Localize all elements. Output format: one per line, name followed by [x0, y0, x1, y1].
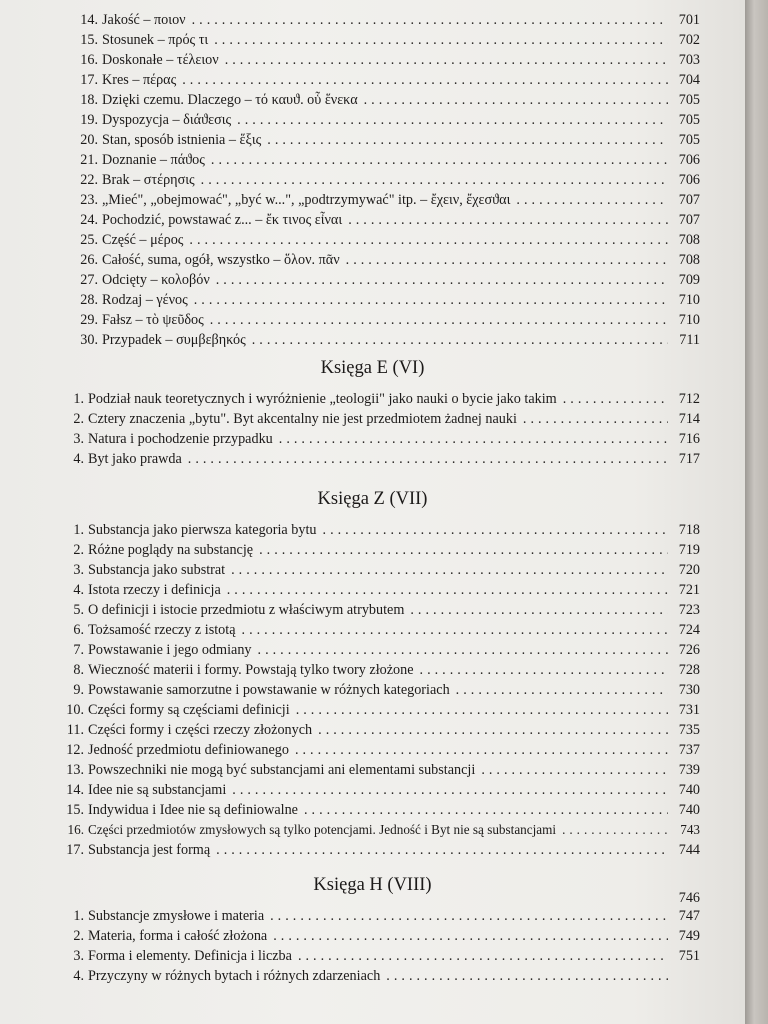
toc-entry	[60, 820, 700, 840]
entry-page: 718	[678, 522, 700, 538]
entry-page: 751	[678, 948, 700, 964]
entry-number: 13.	[66, 762, 84, 778]
entry-page: 701	[678, 12, 700, 28]
entry-number: 15.	[66, 802, 84, 818]
entry-title: Różne poglądy na substancję	[88, 542, 254, 558]
toc-entry	[60, 150, 700, 170]
leader-dots	[216, 840, 668, 860]
toc-entry	[60, 130, 700, 150]
entry-title: Powszechniki nie mogą być substancjami ani elementami substancji	[88, 762, 476, 778]
entry-title: Dyspozycja – διάϑεσις	[102, 112, 232, 128]
leader-dots	[237, 110, 668, 130]
leader-dots	[267, 130, 668, 150]
leader-dots	[304, 800, 668, 820]
entry-title: Stosunek – πρός τι	[102, 32, 209, 48]
toc-entry	[60, 310, 700, 330]
leader-dots	[188, 449, 668, 469]
entry-number: 14.	[66, 782, 84, 798]
entry-number: 28.	[80, 292, 98, 308]
leader-dots	[562, 820, 668, 840]
leader-dots	[214, 30, 668, 50]
entry-title: O definicji i istocie przedmiotu z właściwym atrybutem	[88, 602, 405, 618]
stray-page-row	[60, 888, 700, 908]
leader-dots	[386, 966, 668, 986]
toc-entry	[60, 540, 700, 560]
toc-entry	[60, 580, 700, 600]
entry-page: 739	[678, 762, 700, 778]
entry-page: 705	[678, 132, 700, 148]
entry-page: 731	[678, 702, 700, 718]
entry-page: 703	[678, 52, 700, 68]
entry-title: Istota rzeczy i definicja	[88, 582, 221, 598]
entry-page: 717	[678, 451, 700, 467]
entry-title: Byt jako prawda	[88, 451, 182, 467]
entry-page: 710	[678, 292, 700, 308]
entry-page: 740	[678, 802, 700, 818]
toc-entry	[60, 409, 700, 429]
toc-entry	[60, 620, 700, 640]
entry-number: 7.	[73, 642, 84, 658]
entry-page: 705	[678, 92, 700, 108]
entry-number: 11.	[66, 722, 84, 738]
leader-dots	[516, 190, 668, 210]
book-e-section	[60, 389, 700, 469]
entry-number: 23.	[80, 192, 98, 208]
entry-number: 5.	[73, 602, 84, 618]
entry-number: 1.	[73, 908, 84, 924]
entry-number: 2.	[73, 542, 84, 558]
leader-dots	[182, 70, 668, 90]
book-z-section	[60, 520, 700, 860]
leader-dots	[523, 409, 668, 429]
entry-number: 12.	[66, 742, 84, 758]
toc-entry	[60, 640, 700, 660]
toc-entry	[60, 70, 700, 90]
entry-page: 706	[678, 152, 700, 168]
entry-page: 728	[678, 662, 700, 678]
entry-title: Forma i elementy. Definicja i liczba	[88, 948, 292, 964]
entry-number: 17.	[66, 842, 84, 858]
entry-title: Całość, suma, ogół, wszystko – ὅλον. πᾶν	[102, 252, 340, 268]
toc-entry	[60, 290, 700, 310]
entry-page: 705	[678, 112, 700, 128]
toc-entry	[60, 946, 700, 966]
entry-title: Część – μέρος	[102, 232, 184, 248]
toc-entry	[60, 660, 700, 680]
entry-title: Fałsz – τὸ ψεῦδος	[102, 312, 204, 328]
entry-title: Rodzaj – γένος	[102, 292, 188, 308]
entry-page: 749	[678, 928, 700, 944]
entry-title: Przypadek – συμβεβηκός	[102, 332, 246, 348]
toc-entry	[60, 270, 700, 290]
leader-dots	[273, 926, 668, 946]
toc-entry	[60, 10, 700, 30]
entry-title: Substancja jest formą	[88, 842, 211, 858]
leader-dots	[258, 640, 668, 660]
entry-number: 16.	[67, 822, 84, 837]
book-e-heading: Księga E (VI)	[320, 358, 425, 378]
entry-title: Części przedmiotów zmysłowych są tylko potencjami. Jedność i Byt nie są substancjami	[88, 822, 557, 837]
entry-page: 712	[678, 391, 700, 407]
entry-page: 706	[678, 172, 700, 188]
leader-dots	[410, 600, 668, 620]
entry-title: Tożsamość rzeczy z istotą	[88, 622, 236, 638]
entry-title: Przyczyny w różnych bytach i różnych zdarzeniach	[88, 968, 381, 984]
entry-number: 3.	[73, 431, 84, 447]
entry-number: 2.	[73, 928, 84, 944]
leader-dots	[295, 740, 668, 760]
entry-number: 25.	[80, 232, 98, 248]
leader-dots	[189, 230, 668, 250]
entry-page: 743	[680, 822, 700, 837]
toc-entry	[60, 429, 700, 449]
toc-entry	[60, 50, 700, 70]
toc-entry	[60, 90, 700, 110]
entry-number: 21.	[80, 152, 98, 168]
book-h-section	[60, 906, 700, 986]
toc-entry	[60, 780, 700, 800]
entry-number: 16.	[80, 52, 98, 68]
entry-number: 1.	[73, 391, 84, 407]
entry-title: Kres – πέρας	[102, 72, 177, 88]
toc-entry	[60, 520, 700, 540]
entry-title: Doskonałe – τέλειον	[102, 52, 219, 68]
leader-dots	[232, 780, 668, 800]
entry-title: Części formy są częściami definicji	[88, 702, 290, 718]
entry-page: 719	[678, 542, 700, 558]
entry-title: Wieczność materii i formy. Powstają tylko twory złożone	[88, 662, 414, 678]
entry-number: 8.	[73, 662, 84, 678]
entry-number: 17.	[80, 72, 98, 88]
entry-title: Brak – στέρησις	[102, 172, 195, 188]
leader-dots	[420, 660, 668, 680]
entry-title: Natura i pochodzenie przypadku	[88, 431, 273, 447]
leader-dots	[242, 620, 668, 640]
entry-number: 3.	[73, 562, 84, 578]
entry-title: Materia, forma i całość złożona	[88, 928, 268, 944]
entry-title: Powstawanie samorzutne i powstawanie w różnych kategoriach	[88, 682, 450, 698]
entry-page: 746	[678, 890, 700, 906]
toc-entry	[60, 926, 700, 946]
entry-title: Doznanie – πάϑος	[102, 152, 205, 168]
entry-title: Jedność przedmiotu definiowanego	[88, 742, 289, 758]
entry-title: Indywidua i Idee nie są definiowalne	[88, 802, 298, 818]
leader-dots	[348, 210, 668, 230]
entry-page: 707	[678, 192, 700, 208]
entry-page: 730	[678, 682, 700, 698]
leader-dots	[252, 330, 668, 350]
toc-entry	[60, 600, 700, 620]
entry-number: 27.	[80, 272, 98, 288]
entry-page: 721	[678, 582, 700, 598]
entry-title: Pochodzić, powstawać z... – ἔκ τινος εἶναι	[102, 212, 343, 228]
toc-entry	[60, 389, 700, 409]
entry-number: 9.	[73, 682, 84, 698]
leader-dots	[563, 389, 668, 409]
book-spine-shadow	[745, 0, 768, 1024]
leader-dots	[318, 720, 668, 740]
entry-title: Jakość – ποιον	[102, 12, 186, 28]
entry-title: Substancje zmysłowe i materia	[88, 908, 265, 924]
toc-entry	[60, 230, 700, 250]
leader-dots	[481, 760, 668, 780]
entry-page: 707	[678, 212, 700, 228]
leader-dots	[298, 946, 668, 966]
entry-page: 714	[678, 411, 700, 427]
entry-number: 4.	[73, 968, 84, 984]
entry-number: 6.	[73, 622, 84, 638]
entry-page: 716	[678, 431, 700, 447]
entry-number: 19.	[80, 112, 98, 128]
toc-entry	[60, 449, 700, 469]
entry-title: Części formy i części rzeczy złożonych	[88, 722, 313, 738]
toc-entry	[60, 906, 700, 926]
entry-page: 720	[678, 562, 700, 578]
leader-dots	[231, 560, 668, 580]
entry-title: Powstawanie i jego odmiany	[88, 642, 252, 658]
entry-title: Odcięty – κολοβόν	[102, 272, 210, 288]
leader-dots	[210, 310, 668, 330]
entry-number: 14.	[80, 12, 98, 28]
toc-entry	[60, 210, 700, 230]
leader-dots	[323, 520, 668, 540]
leader-dots	[456, 680, 668, 700]
toc-entry	[60, 250, 700, 270]
entry-page: 710	[678, 312, 700, 328]
toc-entry	[60, 560, 700, 580]
entry-page: 704	[678, 72, 700, 88]
toc-entry	[60, 760, 700, 780]
entry-page: 711	[679, 332, 700, 348]
entry-title: Substancja jako pierwsza kategoria bytu	[88, 522, 317, 538]
toc-entry	[60, 740, 700, 760]
leader-dots	[346, 250, 668, 270]
entry-page: 747	[678, 908, 700, 924]
entry-number: 18.	[80, 92, 98, 108]
entry-title: Stan, sposób istnienia – ἕξις	[102, 132, 262, 148]
leader-dots	[194, 290, 668, 310]
entry-number: 3.	[73, 948, 84, 964]
toc-entry	[60, 800, 700, 820]
entry-number: 26.	[80, 252, 98, 268]
leader-dots	[192, 10, 668, 30]
entry-number: 30.	[80, 332, 98, 348]
entry-page: 726	[678, 642, 700, 658]
toc-entry	[60, 190, 700, 210]
entry-number: 20.	[80, 132, 98, 148]
entry-title: Cztery znaczenia „bytu". Byt akcentalny nie jest przedmiotem żadnej nauki	[88, 411, 517, 427]
entry-number: 29.	[80, 312, 98, 328]
entry-title: Idee nie są substancjami	[88, 782, 227, 798]
entry-number: 4.	[73, 451, 84, 467]
leader-dots	[364, 90, 668, 110]
entry-number: 24.	[80, 212, 98, 228]
leader-dots	[279, 429, 668, 449]
entry-number: 22.	[80, 172, 98, 188]
leader-dots	[270, 906, 668, 926]
book-h-heading: Księga H (VIII)	[313, 875, 432, 895]
entry-page: 702	[678, 32, 700, 48]
leader-dots	[216, 270, 668, 290]
toc-entry	[60, 330, 700, 350]
entry-number: 15.	[80, 32, 98, 48]
entry-page: 724	[678, 622, 700, 638]
entry-page: 708	[678, 232, 700, 248]
leader-dots	[296, 700, 668, 720]
toc-entry	[60, 700, 700, 720]
entry-number: 10.	[66, 702, 84, 718]
toc-section-continued	[60, 10, 700, 350]
entry-title: Dzięki czemu. Dlaczego – τό καυϑ. οὗ ἕνεκα	[102, 92, 358, 108]
toc-entry	[60, 966, 700, 986]
entry-page: 735	[678, 722, 700, 738]
entry-page: 744	[678, 842, 700, 858]
entry-number: 4.	[73, 582, 84, 598]
entry-page: 737	[678, 742, 700, 758]
entry-page: 740	[678, 782, 700, 798]
entry-title: „Mieć", „obejmować", „być w...", „podtrzymywać" itp. – ἔχειν, ἔχεσϑαι	[102, 192, 511, 208]
entry-page: 723	[678, 602, 700, 618]
toc-entry	[60, 680, 700, 700]
entry-title: Podział nauk teoretycznych i wyróżnienie „teologii" jako nauki o bycie jako takim	[88, 391, 557, 407]
stray-page-number-row	[60, 888, 700, 906]
leader-dots	[225, 50, 668, 70]
leader-dots	[227, 580, 668, 600]
leader-dots	[259, 540, 668, 560]
entry-number: 2.	[73, 411, 84, 427]
toc-entry	[60, 30, 700, 50]
leader-dots	[211, 150, 668, 170]
entry-page: 708	[678, 252, 700, 268]
entry-page: 709	[678, 272, 700, 288]
toc-entry	[60, 110, 700, 130]
toc-entry	[60, 170, 700, 190]
book-z-heading: Księga Z (VII)	[317, 489, 428, 509]
toc-entry	[60, 720, 700, 740]
leader-dots	[201, 170, 668, 190]
toc-entry	[60, 840, 700, 860]
entry-number: 1.	[73, 522, 84, 538]
entry-title: Substancja jako substrat	[88, 562, 226, 578]
